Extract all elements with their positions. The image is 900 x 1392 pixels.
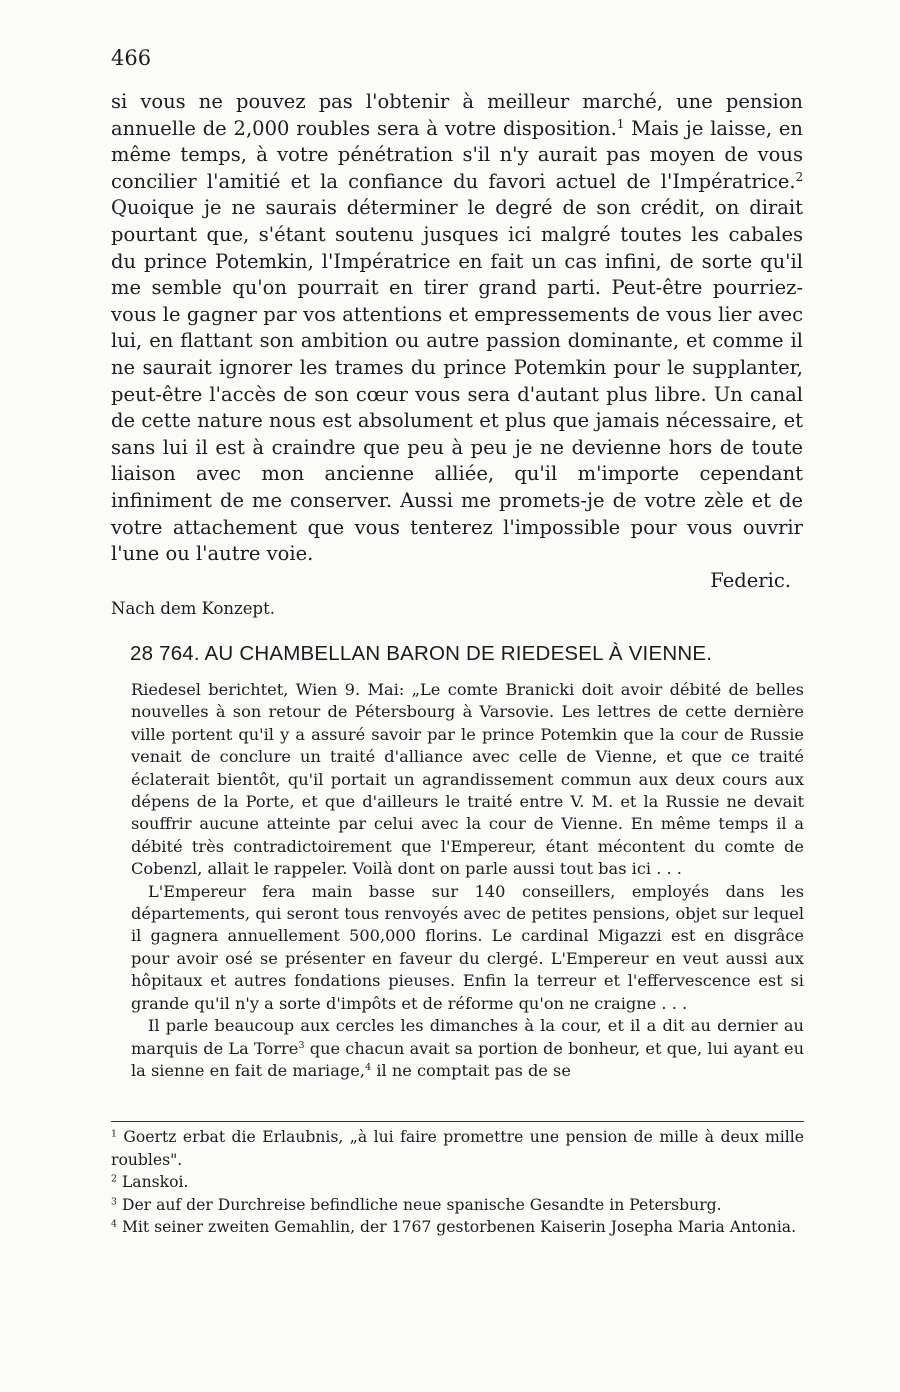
letter-body: [131, 679, 804, 1082]
footnote-4: [111, 1216, 804, 1239]
footnote-text: Lanskoi.: [121, 1173, 189, 1192]
footnote-ref-4[interactable]: 4: [364, 1062, 372, 1074]
footnote-ref-2[interactable]: 2: [795, 169, 803, 184]
letter-p3-part-2: que chacun avait sa portion de bonheur, et que, lui ayant eu la sienne en fait de mariage,: [131, 1038, 804, 1080]
footnote-3: [111, 1194, 804, 1217]
footnote-mark: 1: [111, 1128, 117, 1140]
main-text: [111, 89, 803, 620]
footnote-text: Der auf der Durchreise befindliche neue spanische Gesandte in Petersburg.: [121, 1195, 722, 1214]
footnote-text: Goertz erbat die Erlaubnis, „à lui faire promettre une pension de mille à deux mille roubles".: [111, 1128, 804, 1169]
letter-p3-part-3: il ne comptait pas de se: [371, 1060, 571, 1080]
footnote-ref-1[interactable]: 1: [616, 116, 625, 131]
page-number: 466: [111, 46, 152, 70]
footnote-1: [111, 1126, 804, 1171]
letter-heading: 28 764. AU CHAMBELLAN BARON DE RIEDESEL À VIENNE.: [130, 642, 713, 665]
main-text-part-1: si vous ne pouvez pas l'obtenir à meilleur marché, une pension annuelle de 2,000 roubles sera à votre disposition.: [111, 90, 803, 140]
footnote-mark: 4: [111, 1218, 117, 1230]
footnote-mark: 2: [111, 1173, 117, 1185]
main-paragraph: [111, 89, 803, 568]
footnote-2: [111, 1171, 804, 1194]
signature: Federic.: [710, 568, 791, 592]
letter-paragraph-1: Riedesel berichtet, Wien 9. Mai: „Le comte Branicki doit avoir débité de belles nouvelles à son retour de Pétersbourg à Varsovie. Les lettres de cette dernière ville portent qu'il y a assuré savoir par le prince Potemkin que la cour de Russie venait de conclure un traité d'alliance avec celle de Vienne, et que ce traité éclaterait bientôt, qu'il portait un agrandissement commun aux deux cours aux dépens de la Porte, et que d'ailleurs le traité entre V. M. et la Russie ne devait souffrir aucune atteinte par celui avec la cour de Vienne. En même temps il a débité très contradictoirement que l'Empereur, étant mécontent du comte de Cobenzl, allait le rappeler. Voilà dont on parle aussi tout bas ici . . .: [131, 680, 804, 879]
footnote-ref-3[interactable]: 3: [298, 1039, 305, 1051]
letter-paragraph-2: L'Empereur fera main basse sur 140 conseillers, employés dans les départements, qui seront tous renvoyés avec de petites pensions, objet sur lequel il gagnera annuellement 500,000 florins. Le cardinal Migazzi est en disgrâce pour avoir osé se présenter en faveur du clergé. L'Empereur en veut aussi aux hôpitaux et autres fondations pieuses. Enfin la terreur et l'effervescence est si grande qu'il n'y a sorte d'impôts et de réforme qu'on ne craigne . . .: [131, 881, 804, 1013]
footnote-mark: 3: [111, 1196, 117, 1208]
letter-paragraph-3: [131, 1015, 804, 1082]
footnotes: [111, 1126, 804, 1239]
footnote-text: Mit seiner zweiten Gemahlin, der 1767 gestorbenen Kaiserin Josepha Maria Antonia.: [121, 1218, 797, 1237]
letter-p3-part-1: Il parle beaucoup aux cercles les dimanches à la cour, et il a dit au dernier au marquis de La Torre: [131, 1016, 804, 1058]
main-text-part-2: Mais je laisse, en même temps, à votre pénétration s'il n'y aurait pas moyen de vous concilier l'amitié et la confiance du favori actuel de l'Impératrice.: [111, 116, 803, 193]
footnote-divider: [111, 1121, 804, 1122]
main-text-part-3: Quoique je ne saurais déterminer le degré de son crédit, on dirait pourtant que, s'étant soutenu jusques ici malgré toutes les cabales du prince Potemkin, l'Impératrice en fait un cas infini, de sorte qu'il me semble qu'on pourrait en tirer grand parti. Peut-être pourriez-vous le gagner par vos attentions et empressements de vous lier avec lui, en flattant son ambition ou autre passion dominante, et comme il ne saurait ignorer les trames du prince Potemkin pour le supplanter, peut-être l'accès de son cœur vous sera d'autant plus libre. Un canal de cette nature nous est absolument et plus que jamais nécessaire, et sans lui il est à craindre que peu à peu je ne devienne hors de toute liaison avec mon ancienne alliée, qu'il m'importe cependant infiniment de me conserver. Aussi me promets-je de votre zèle et de votre attachement que vous tenterez l'impossible pour vous ouvrir l'une ou l'autre voie.: [111, 196, 803, 566]
source-note: Nach dem Konzept.: [111, 598, 275, 618]
